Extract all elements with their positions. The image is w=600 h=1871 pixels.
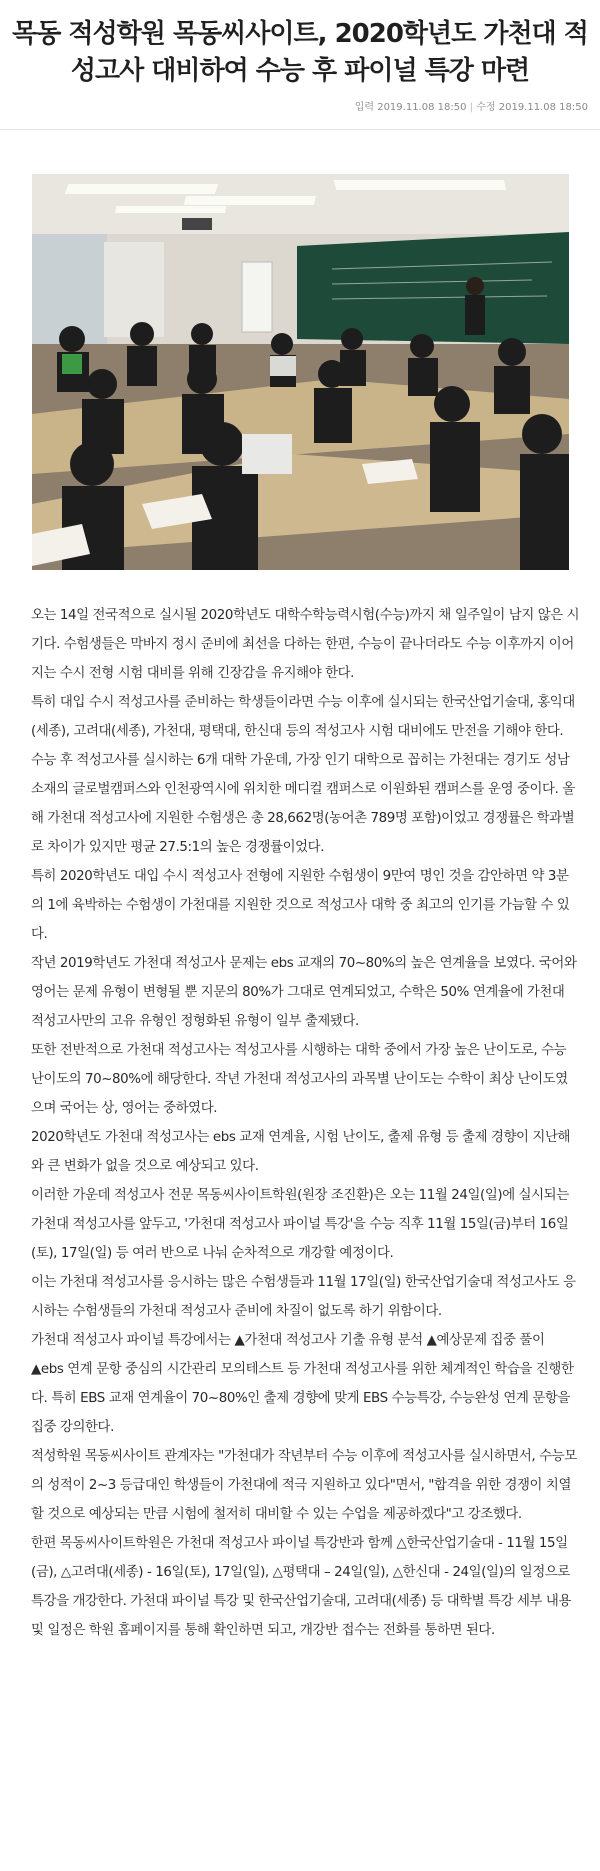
input-time: 2019.11.08 18:50 [377,102,467,113]
paragraph: 적성학원 목동씨사이트 관계자는 "가천대가 작년부터 수능 이후에 적성고사를 실시하면서, 수능모의 성적이 2~3 등급대인 학생들이 가천대에 적극 지원하고 있다"면서, "합격을 위한 경쟁이 치열할 것으로 예상되는 만큼 시험에 철저히 대비할 수 있는 수업을 제공하겠다"고 강조했다. [31,1449,577,1522]
student-shirt [62,354,82,374]
modified-label: 수정 [476,102,496,113]
dateline [0,90,600,113]
article-body [0,601,600,1645]
student-shirt [242,434,292,474]
classroom-photo-illustration [32,174,569,570]
window-blind [104,242,164,337]
paragraph: 작년 2019학년도 가천대 적성고사 문제는 ebs 교재의 70~80%의 높은 연계율을 보였다. 국어와 영어는 문제 유형이 변형될 뿐 지문의 80%가 그대로 연계되었고, 수학은 50% 연계율에 가천대 적성고사만의 고유 유형인 정형화된 유형이 일부 출제됐다. [31,956,577,1029]
paragraph: 가천대 적성고사 파이널 특강에서는 ▲가천대 적성고사 기출 유형 분석 ▲예상문제 집중 풀이 ▲ebs 연계 문항 중심의 시간관리 모의테스트 등 가천대 적성고사를 위한 체계적인 학습을 진행한다. 특히 EBS 교재 연계율이 70~80%인 출제 경향에 맞게 EBS 수능특강, 수능완성 연계 문항을 집중 강의한다. [31,1333,574,1435]
teacher-body [465,295,485,335]
paragraph: 또한 전반적으로 가천대 적성고사는 적성고사를 시행하는 대학 중에서 가장 높은 난이도로, 수능 난이도의 70~80%에 해당한다. 작년 가천대 적성고사의 과목별 난이도는 수학이 최상 난이도였으며 국어는 상, 영어는 중하였다. [31,1043,568,1116]
air-conditioner [242,262,272,332]
paragraph: 2020학년도 가천대 적성고사는 ebs 교재 연계율, 시험 난이도, 출제 유형 등 출제 경향이 지난해와 큰 변화가 없을 것으로 예상되고 있다. [31,1130,571,1174]
ceiling-light [65,184,219,194]
teacher-head [466,277,484,295]
paragraph: 오는 14일 전국적으로 실시될 2020학년도 대학수학능력시험(수능)까지 채 일주일이 남지 않은 시기다. 수험생들은 막바지 정시 준비에 최선을 다하는 한편, 수능이 끝나더라도 수능 이후까지 이어지는 수시 전형 시험 대비를 위해 긴장감을 유지해야 한다. [31,608,580,681]
student-shirt [270,356,296,376]
projector [182,218,212,230]
paragraph: 한편 목동씨사이트학원은 가천대 적성고사 파이널 특강반과 함께 △한국산업기술대 - 11월 15일(금), △고려대(세종) - 16일(토), 17일(일), △평택대 – 24일(일), △한신대 - 24일(일)의 일정으로 특강을 개강한다. 가천대 파이널 특강 및 한국산업기술대, 고려대(세종) 등 대학별 특강 세부 내용 및 일정은 학원 홈페이지를 통해 확인하면 되고, 개강반 접수는 전화를 통하면 된다. [31,1536,571,1638]
modified-time: 2019.11.08 18:50 [498,102,588,113]
dateline-separator: | [469,102,474,113]
headline: 목동 적성학원 목동씨사이트, 2020학년도 가천대 적성고사 대비하여 수능 후 파이널 특강 마련 [12,19,588,86]
chalkboard [297,232,569,344]
article-photo [32,174,569,570]
input-label: 입력 [354,102,375,113]
paragraph: 이는 가천대 적성고사를 응시하는 많은 수험생들과 11월 17일(일) 한국산업기술대 적성고사도 응시하는 수험생들의 가천대 적성고사 준비에 차질이 없도록 하기 위함이다. [31,1275,576,1319]
paragraph: 수능 후 적성고사를 실시하는 6개 대학 가운데, 가장 인기 대학으로 꼽히는 가천대는 경기도 성남 소재의 글로벌캠퍼스와 인천광역시에 위치한 메디컬 캠퍼스로 이원화된 캠퍼스를 운영 중이다. 올해 가천대 적성고사에 지원한 수험생은 총 28,662명(농어촌 789명 포함)이었고 경쟁률은 학과별로 차이가 있지만 평균 27.5:1의 높은 경쟁률이었다. [31,753,575,855]
paragraph: 특히 2020학년도 대입 수시 적성고사 전형에 지원한 수험생이 9만여 명인 것을 감안하면 약 3분의 1에 육박하는 수험생이 가천대를 지원한 것으로 적성고사 대학 중 최고의 인기를 가늠할 수 있다. [31,869,570,942]
ceiling-light [334,180,507,190]
paragraph: 특히 대입 수시 적성고사를 준비하는 학생들이라면 수능 이후에 실시되는 한국산업기술대, 홍익대(세종), 고려대(세종), 가천대, 평택대, 한신대 등의 적성고사 시험 대비에도 만전을 기해야 한다. [31,695,575,739]
ceiling-light [184,196,316,205]
paragraph: 이러한 가운데 적성고사 전문 목동씨사이트학원(원장 조진환)은 오는 11월 24일(일)에 실시되는 가천대 적성고사를 앞두고, '가천대 적성고사 파이널 특강'을 수능 직후 11월 15일(금)부터 16일(토), 17일(일) 등 여러 반으로 나눠 순차적으로 개강할 예정이다. [31,1188,569,1261]
header-divider [0,129,600,130]
ceiling-light [115,206,226,213]
